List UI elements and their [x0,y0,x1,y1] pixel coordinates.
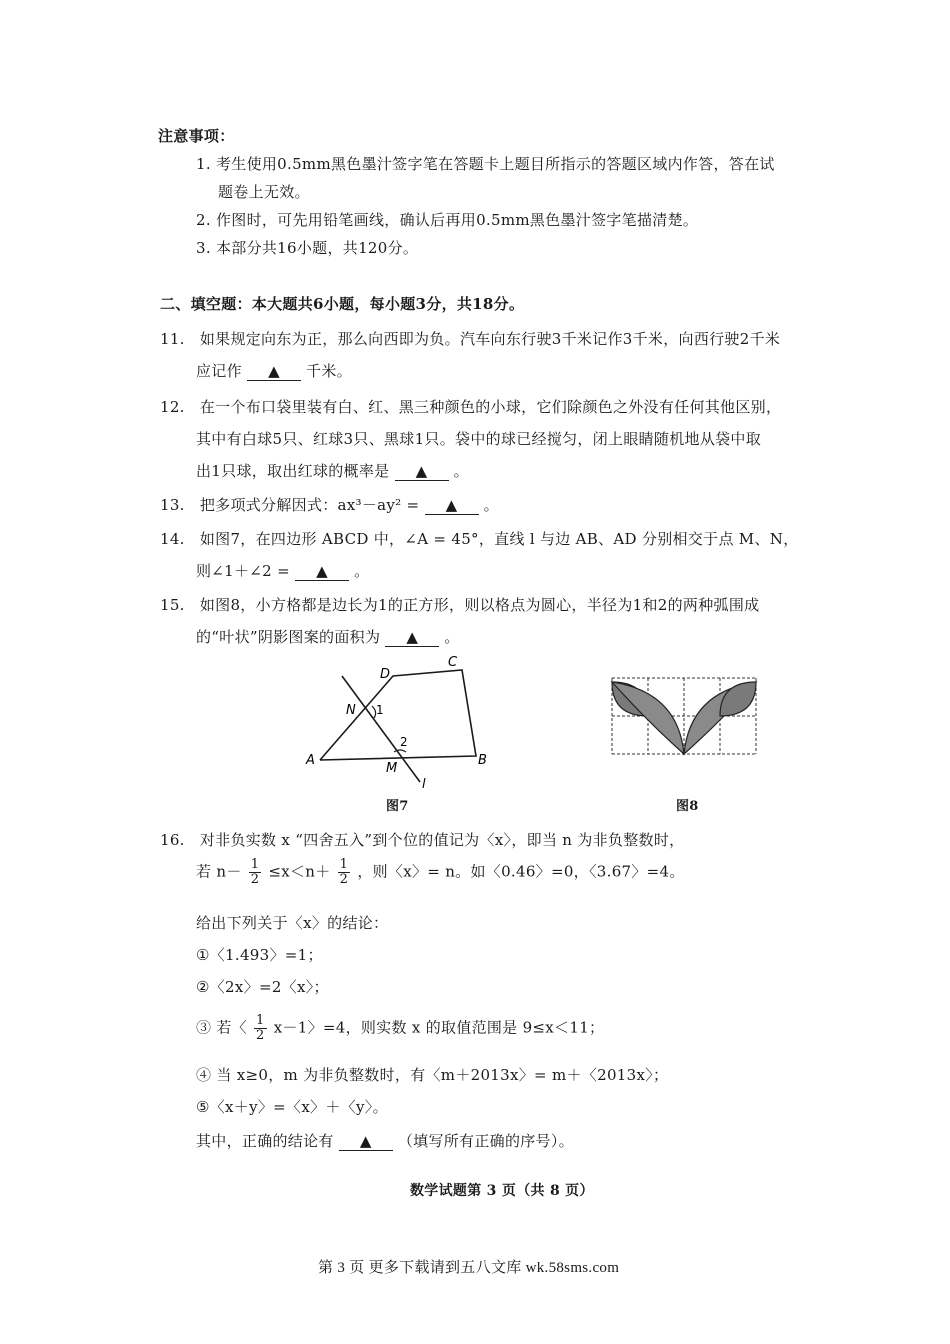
q15-text: 如图8，小方格都是边长为1的正方形，则以格点为圆心，半径为1和2的两种弧围成 [199,596,760,614]
q13-number: 13. [160,496,185,514]
q15-line-1 [160,594,759,615]
q13-answer-blank: ▲ [425,496,479,515]
q16-answer-blank: ▲ [339,1132,393,1151]
fraction-one-half: $\frac{1}{2}$ [339,857,349,887]
q16-conclusion-2: ②〈2x〉=2〈x〉； [196,978,329,996]
notice-item-1-line-2: 题卷上无效。 [218,183,310,201]
label-n: N [346,703,356,718]
fraction-one-half: $\frac{1}{2}$ [256,1013,265,1043]
fraction-one-half: $\frac{1}{2}$ [250,857,260,887]
site-footer: 第 3 页 更多下载请到五八文库 wk.58sms.com [318,1260,620,1276]
label-l: l [422,777,426,792]
q16-conclusion-1: ①〈1.493〉=1； [196,946,323,964]
figure-8 [608,672,768,762]
q11-text: 如果规定向东为正，那么向西即为负。汽车向东行驶3千米记作3千米，向西行驶2千米 [199,330,781,348]
q14-number: 14. [160,530,185,548]
q12-line-2: 其中有白球5只、红球3只、黑球1只。袋中的球已经搅匀，闭上眼睛随机地从袋中取 [196,430,762,448]
q12-number: 12. [160,398,185,416]
q14-line-1 [160,528,799,549]
figure-7-caption: 图7 [386,799,409,814]
notice-item-3: 3. 本部分共16小题，共120分。 [196,239,419,257]
label-angle-2: 2 [400,735,408,749]
q11-line-2: 应记作 ▲ 千米。 [196,362,352,380]
label-d: D [380,667,391,682]
label-b: B [478,753,487,768]
line-l [342,676,420,782]
notice-item-1-line-1: 1. 考生使用0.5mm黑色墨汁签字笔在答题卡上题目所指示的答题区域内作答，答在试 [196,155,775,173]
q12-answer-blank: ▲ [395,462,449,481]
q12-line-3: 出1只球，取出红球的概率是 ▲ 。 [196,462,469,480]
q15-answer-blank: ▲ [385,628,439,647]
q16-conclusion-3: ③ 若〈 $\frac{1}{2}$ x－1〉=4，则实数 x 的取值范围是 9≤x＜11； [196,1013,605,1043]
q16-conclusion-5: ⑤〈x＋y〉=〈x〉＋〈y〉。 [196,1098,388,1116]
q16-line-1 [160,829,684,850]
quadrilateral-abcd [320,670,476,760]
q16-line-2: 若 n－ $\frac{1}{2}$ ≤x＜n＋ $\frac{1}{2}$ ，则〈x〉= n。如〈0.46〉=0，〈3.67〉=4。 [196,857,685,887]
page-footer: 数学试题第 3 页（共 8 页） [410,1183,594,1199]
q11-line-1 [160,328,780,349]
q14-answer-blank: ▲ [295,562,349,581]
q14-line-2: 则∠1＋∠2 = ▲ 。 [196,562,370,580]
label-m: M [386,761,398,776]
label-a: A [306,753,315,768]
q16-final: 其中，正确的结论有 ▲ （填写所有正确的序号）。 [196,1132,574,1150]
q14-text: 如图7，在四边形 ABCD 中，∠A = 45°，直线 l 与边 AB、AD 分别相交于点 M、N， [199,530,799,548]
label-c: C [448,655,458,670]
figure-7 [300,652,500,812]
q12-text: 在一个布口袋里装有白、红、黑三种颜色的小球，它们除颜色之外没有任何其他区别， [199,398,782,416]
right-leaf-shape [720,682,756,716]
q16-conclusion-4: ④ 当 x≥0，m 为非负整数时，有〈m＋2013x〉= m＋〈2013x〉； [196,1066,669,1084]
q15-line-2: 的“叶状”阴影图案的面积为 ▲ 。 [196,628,460,646]
q16-intro: 给出下列关于〈x〉的结论： [196,914,389,932]
q12-line-1 [160,396,781,417]
q13-line: 13. 把多项式分解因式：ax³－ay² = ▲ 。 [160,496,499,514]
notice-item-2: 2. 作图时，可先用铅笔画线，确认后再用0.5mm黑色墨汁签字笔描清楚。 [196,211,699,229]
q16-text: 对非负实数 x “四舍五入”到个位的值记为〈x〉，即当 n 为非负整数时， [199,831,685,849]
figure-8-caption: 图8 [676,799,699,814]
section-heading: 二、填空题：本大题共6小题，每小题3分，共18分。 [160,295,525,313]
q15-number: 15. [160,596,185,614]
notice-title: 注意事项： [158,127,235,145]
q11-number: 11. [160,330,185,348]
q16-number: 16. [160,831,185,849]
q11-answer-blank: ▲ [247,362,301,381]
label-angle-1: 1 [376,703,384,717]
